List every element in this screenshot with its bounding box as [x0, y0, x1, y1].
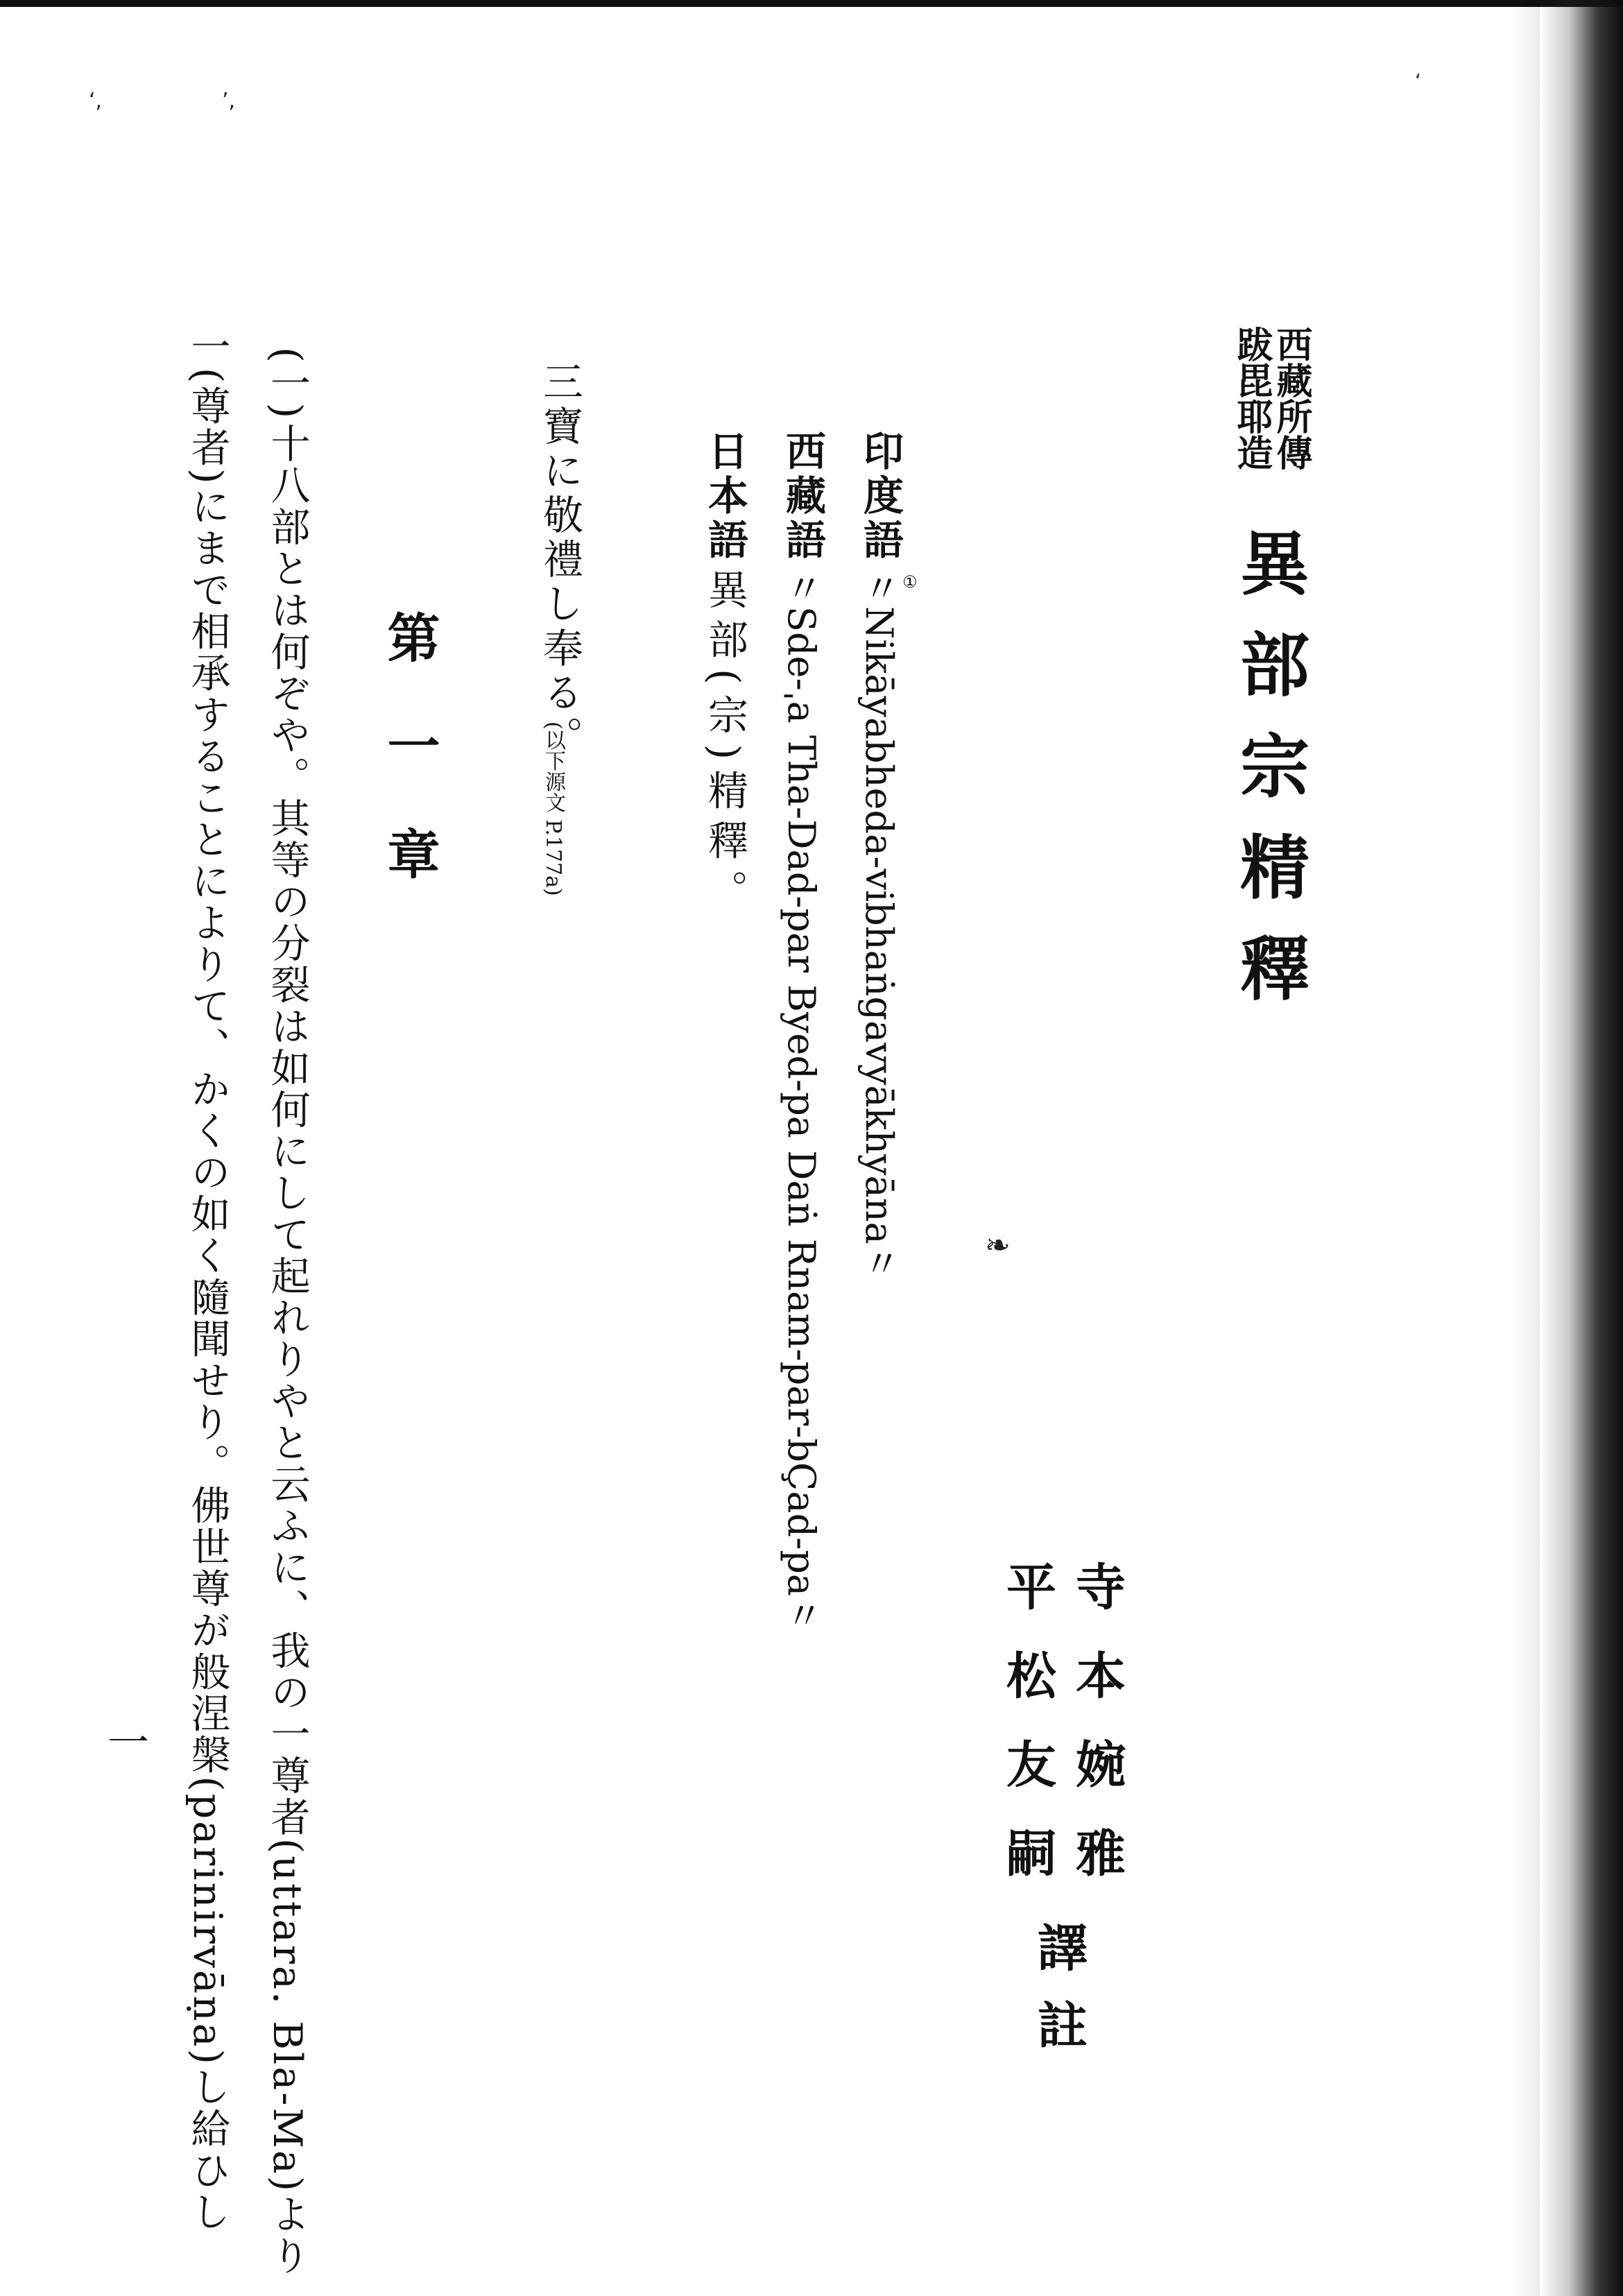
homage-text: 三寶に敬禮し奉る。: [536, 361, 583, 760]
series-line-2: 跋毘耶造: [1230, 326, 1273, 470]
section-marker: (一): [264, 347, 311, 419]
scan-speck: ‘: [1415, 69, 1421, 92]
sanskrit-label: 印度語: [857, 430, 904, 563]
translator-name-2: 平松友嗣: [998, 1561, 1057, 1916]
scan-speck: ❧: [985, 1228, 1011, 1263]
scan-speck: ‘,: [89, 89, 103, 113]
sanskrit-note-marker: [900, 572, 920, 592]
binding-edge-shadow: [1540, 0, 1623, 2296]
tibetan-label: 西藏語: [779, 430, 826, 563]
top-scan-border: [0, 0, 1623, 7]
page-number: 一: [101, 1720, 149, 1762]
body-line-2: 一(尊者)にまで相承することによりて、かくの如く隨聞せり。佛世尊が般涅槃(parinirvāṇa)し給ひし: [184, 326, 230, 2233]
translator-role: 譯註: [1029, 1921, 1088, 2077]
series-line-1: 西藏所傳: [1270, 326, 1312, 470]
translator-name-1: 寺本婉雅: [1067, 1561, 1126, 1916]
japanese-label: 日本語: [701, 430, 748, 563]
chapter-heading: 第一章: [379, 610, 440, 935]
scan-shadow: [1512, 0, 1540, 2296]
page-title: 異部宗精釋: [1228, 527, 1310, 1034]
japanese-title: 異部(宗)精釋。: [701, 569, 748, 920]
homage-source-note: (以下源文 P.177a): [541, 721, 565, 896]
tibetan-title: 〃Sde-ˌa Tha-Dad-par Byed-pa Daṅ Rnam-par-bÇad-pa〃: [780, 569, 823, 1634]
sanskrit-title: 〃Nikāyabheda-vibhaṅgavyākhyāna〃: [857, 569, 901, 1282]
body-line-1: 十八部とは何ぞや。其等の分裂は如何にして起れりやと云ふに、我の一尊者(uttara. Bla-Ma)より: [264, 423, 310, 2277]
scan-speck: ’,: [222, 89, 236, 113]
footnote-marker: ①: [900, 572, 920, 592]
